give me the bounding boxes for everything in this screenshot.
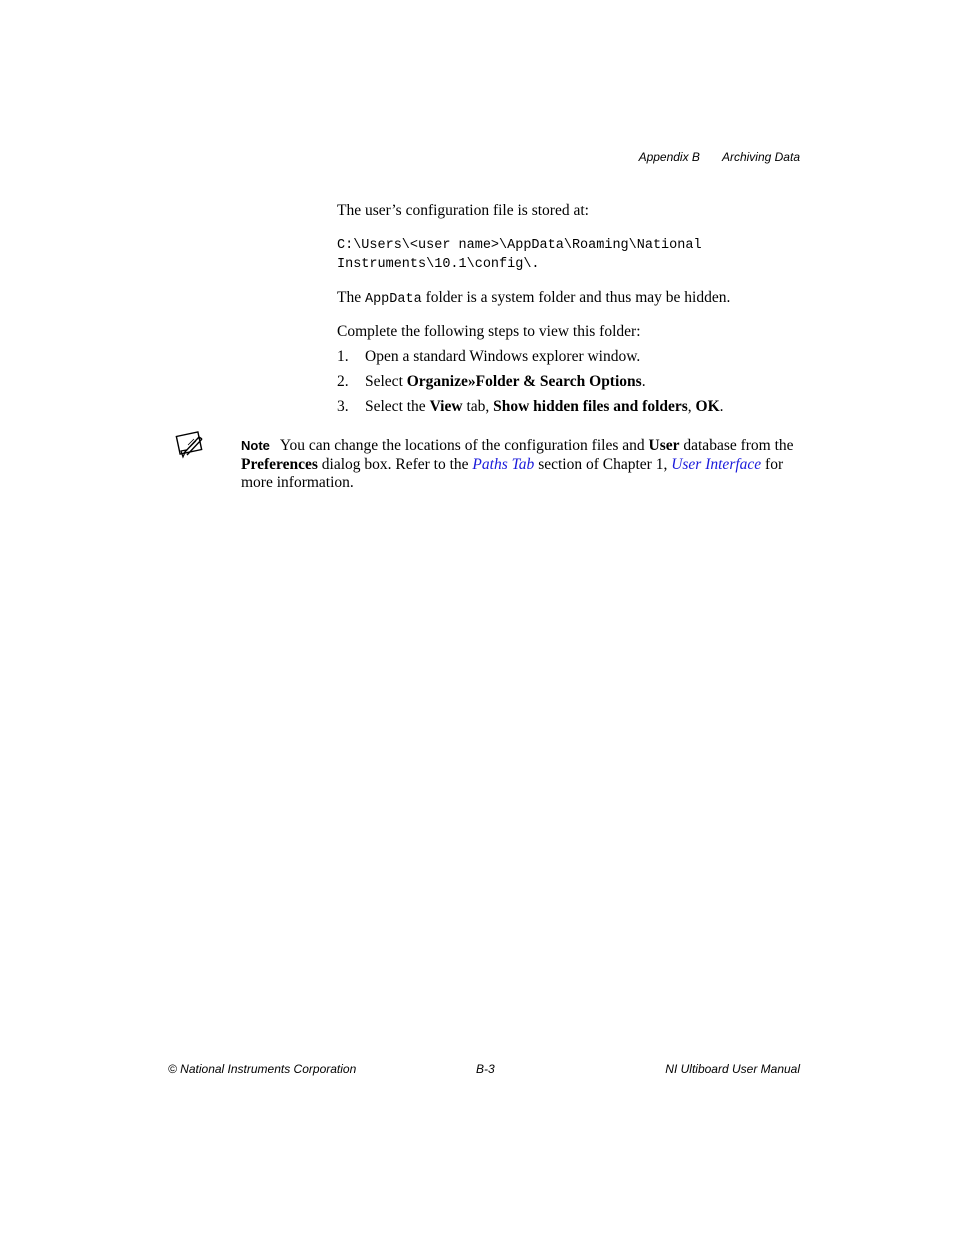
header-title: Archiving Data: [721, 150, 800, 164]
show-hidden-label: Show hidden files and folders: [493, 398, 688, 415]
step-1: [337, 347, 640, 366]
ok-label: OK: [695, 398, 720, 415]
appdata-code: AppData: [364, 292, 422, 307]
user-interface-link[interactable]: User Interface: [671, 455, 762, 473]
step-number: 2.: [337, 373, 349, 390]
menu-path: Organize»Folder & Search Options: [406, 373, 642, 390]
step-text: Open a standard Windows explorer window.: [365, 348, 641, 365]
step-text-post: .: [641, 373, 646, 390]
step-text-pre: Select the: [365, 398, 430, 415]
note-text: dialog box. Refer to the: [317, 455, 473, 473]
note-text: database from the: [679, 437, 794, 454]
user-database-label: User: [648, 437, 680, 454]
step-text-mid: tab,: [462, 398, 494, 415]
code-path-line-1: C:\Users\<user name>\AppData\Roaming\National: [337, 238, 702, 253]
footer-page-number: B-3: [476, 1062, 495, 1076]
step-3: [337, 397, 724, 416]
footer-left: © National Instruments Corporation: [168, 1062, 357, 1076]
paragraph-appdata: [337, 288, 730, 309]
note-label: Note: [241, 438, 270, 453]
paragraph-appdata-post: folder is a system folder and thus may be hidden.: [421, 289, 731, 306]
code-path: [337, 236, 702, 274]
paragraph-appdata-pre: The: [337, 289, 365, 306]
footer-right: NI Ultiboard User Manual: [665, 1062, 800, 1076]
step-number: 3.: [337, 398, 349, 415]
code-path-line-2: Instruments\10.1\config\.: [337, 257, 540, 272]
step-number: 1.: [337, 348, 349, 365]
step-text-pre: Select: [365, 373, 407, 390]
running-header: [639, 150, 800, 164]
step-text-post: .: [719, 398, 724, 415]
note-text: for more information.: [241, 455, 784, 491]
note-icon: [175, 431, 205, 461]
step-2: [337, 372, 646, 391]
step-text-mid: ,: [687, 398, 696, 415]
note-text: section of Chapter 1,: [534, 455, 672, 473]
note-text: You can change the locations of the configuration files and: [279, 437, 649, 454]
paragraph-config-location: The user’s configuration file is stored at:: [337, 202, 589, 219]
view-tab-label: View: [429, 398, 463, 415]
paragraph-steps-intro: Complete the following steps to view this folder:: [337, 323, 641, 340]
note-block: [241, 437, 801, 493]
paths-tab-link[interactable]: Paths Tab: [472, 455, 535, 473]
preferences-label: Preferences: [241, 455, 318, 473]
header-section: Appendix B: [638, 150, 700, 164]
